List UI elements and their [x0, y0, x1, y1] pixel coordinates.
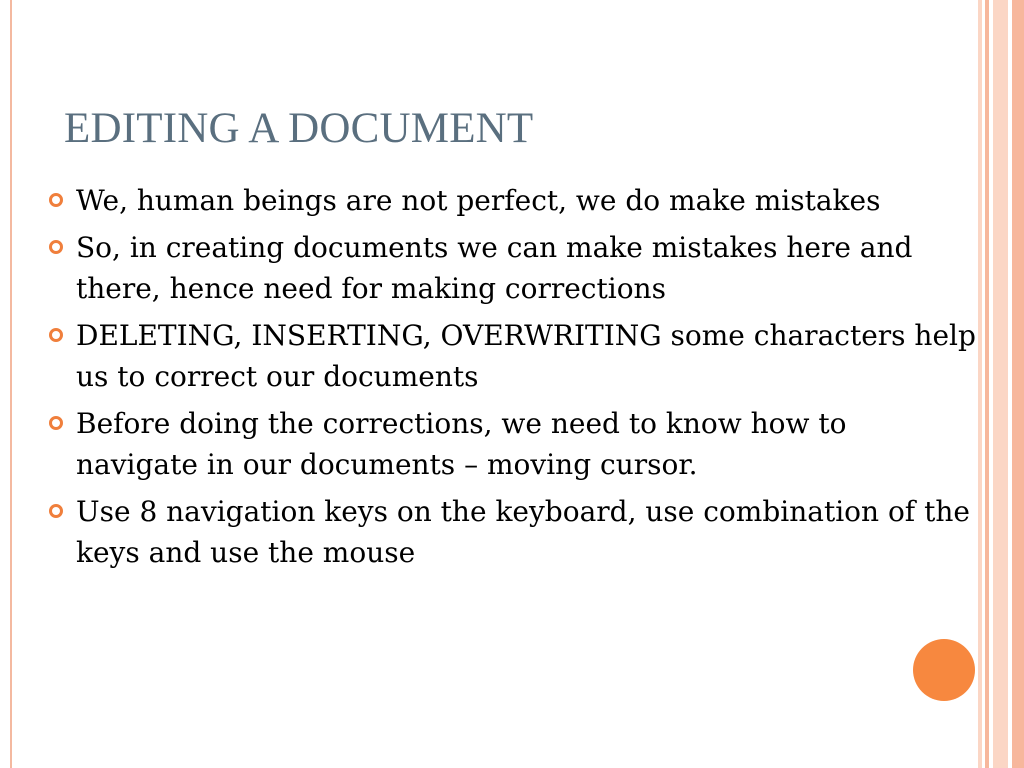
bullet-item-1 — [46, 180, 976, 221]
slide-title: EDITING A DOCUMENT — [64, 105, 534, 152]
right-stripe-edge — [1012, 0, 1024, 768]
left-border-line — [10, 0, 12, 768]
bullet-text-5: Use 8 navigation keys on the keyboard, use combination of the keys and use the mouse — [76, 495, 970, 569]
bullet-item-2 — [46, 227, 976, 309]
hollow-circle-bullet-icon — [49, 416, 63, 430]
bullet-text-4: Before doing the corrections, we need to know how to navigate in our documents – moving cursor. — [76, 407, 847, 481]
bullet-text-3: DELETING, INSERTING, OVERWRITING some characters help us to correct our documents — [76, 319, 976, 393]
orange-circle-decoration-icon — [913, 639, 975, 701]
bullet-item-3 — [46, 315, 976, 397]
hollow-circle-bullet-icon — [49, 328, 63, 342]
bullet-list — [46, 180, 976, 579]
hollow-circle-bullet-icon — [49, 504, 63, 518]
hollow-circle-bullet-icon — [49, 240, 63, 254]
right-stripe-inner — [985, 0, 989, 768]
bullet-item-4 — [46, 403, 976, 485]
hollow-circle-bullet-icon — [49, 193, 63, 207]
right-stripe-middle — [993, 0, 1008, 768]
bullet-text-1: We, human beings are not perfect, we do make mistakes — [76, 184, 881, 217]
bullet-item-5 — [46, 491, 976, 573]
right-stripe-outer-left — [978, 0, 982, 768]
bullet-text-2: So, in creating documents we can make mistakes here and there, hence need for making corrections — [76, 231, 913, 305]
